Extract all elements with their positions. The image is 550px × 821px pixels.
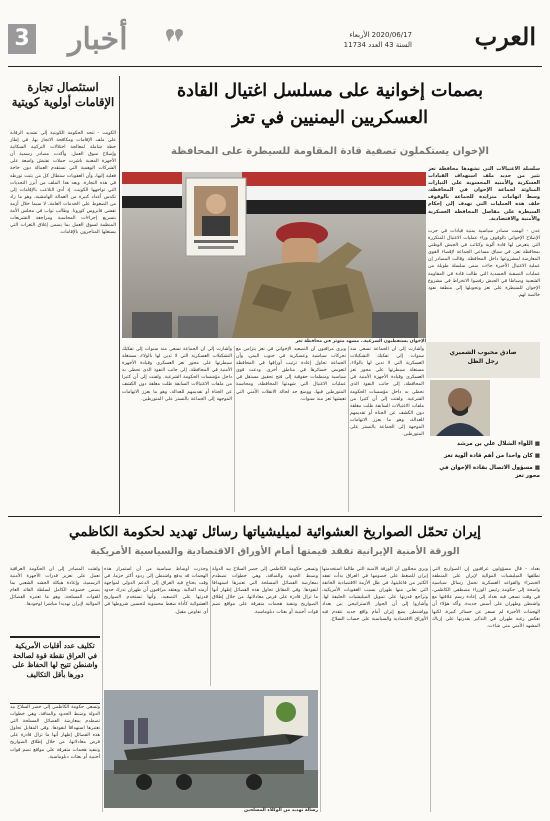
story2-headline: إيران تحمّل الصواريخ العشوائية لميليشياتها رسائل تهديد لحكومة الكاظمي [69, 524, 481, 540]
story1-photo-caption: الإخوان يستقطبون الشرعية.. مشهد متوتر في محافظة تعز [295, 339, 426, 344]
sidebar-divider [119, 76, 120, 514]
story1-column-mid: وأشارت إلى أن الجماعة تسعى منذ سنوات إلى تفكيك التشكيلات العسكرية التي لا تدين لها بالولاء، مستغلة سيطرتها على محور تعز العسكري وقيادة الأجهزة الأمنية في المحافظة، إلى جانب النفوذ الذي تحظى به داخل مؤسسات الحكومة الشرعية. ولفتت إلى أن كثيرا من ملفات الاغتيالات السابقة ظلت مغلقة دون الكشف عن الجناة أو تقديمهم للعدالة، وهو ما يعزز الاتهامات الموجهة إلى الجماعة بالتستر على المتورطين. [350, 347, 424, 438]
profile-photo [430, 380, 490, 436]
profile-bullets [428, 440, 540, 480]
story2-column-2: ويرى محللون أن الورقة الأمنية التي طالما استخدمتها إيران للضغط على خصومها في العراق بدأت تفقد الكثير من فاعليتها، في ظل الأزمة الاقتصادية الخانقة التي تعاني منها طهران بسبب العقوبات الأمريكية، وتراجع قدرتها على تمويل الميليشيات الحليفة لها. وأشاروا إلى أن الحوار الاستراتيجي بين بغداد وواشنطن يضع إيران أمام واقع جديد تتقدم فيه الأوراق الاقتصادية والسياسية على حساب السلاح. [322, 567, 428, 622]
sidebar-body: الكويت - تتجه الحكومة الكويتية إلى تشديد الرقابة على ملف الإقامات ومكافحة الاتجار بها، في إطار خطة شاملة لمعالجة اختلالات التركيبة السكانية وإصلاح سوق العمل. وأكدت مصادر رسمية أن الأجهزة المعنية باشرت حملات تفتيش واسعة على الشركات الوهمية التي تستقدم العمالة دون حاجة فعلية إليها، وأن العقوبات ستطال كل من يثبت تورطه في هذه التجارة. ويعد هذا الملف من أبرز التحديات التي تواجهها الكويت، إذ أدى التلاعب بالإقامات إلى تكدس أعداد كبيرة من العمالة الهامشية، وهو ما زاد من الضغوط على الخدمات العامة، لا سيما خلال أزمة تفشي فايروس كورونا. وطالب نواب في مجلس الأمة بتسريع إجراءات المحاسبة ومراجعة التشريعات المنظمة لسوق العمل بما يضمن إغلاق الثغرات التي يستغلها المتاجرون بالإقامات. [10, 131, 116, 236]
column-divider [430, 566, 431, 812]
newspaper-logo[interactable]: العرب [474, 22, 536, 51]
profile-name: صادق محبوب الشميري [449, 349, 517, 356]
story2-photo [104, 690, 318, 808]
story2-column-3: وتسعى حكومة الكاظمي إلى حصر السلاح بيد الدولة وضبط الحدود والمنافذ، وهي خطوات تصطدم بمعارضة الفصائل المسلحة التي تعتبرها استهدافا لنفوذها. وفي المقابل تحاول هذه الفصائل إظهار أنها ما تزال قادرة على فرض معادلاتها، من خلال إطلاق الصواريخ وتنفيذ هجمات متفرقة على مواقع تضم قوات أجنبية أو بعثات دبلوماسية. [212, 567, 318, 615]
profile-bullet: ■ كان واحدا من أهم قادة ألوية تعز [428, 452, 540, 460]
story1-headline-line2: العسكريين اليمنيين في تعز [232, 108, 428, 128]
pull-quote-text: تكليف عدد أقليات الأمريكية في العراق نقطة قوة لصالحة واشنطن تتيح لها الحفاظ على دورها بأقل التكاليف [12, 641, 98, 679]
story1-column-extra: وأشارت إلى أن الجماعة تسعى منذ سنوات إلى تفكيك التشكيلات العسكرية التي لا تدين لها بالولاء، مستغلة سيطرتها على محور تعز العسكري وقيادة الأجهزة الأمنية في المحافظة، إلى جانب النفوذ الذي تحظى به داخل مؤسسات الحكومة الشرعية. ولفتت إلى أن كثيرا من ملفات الاغتيالات السابقة ظلت مغلقة دون الكشف عن الجناة أو تقديمهم للعدالة، وهو ما يعزز الاتهامات الموجهة إلى الجماعة بالتستر على المتورطين. [122, 347, 232, 402]
issue-info [344, 30, 412, 50]
masthead-rule [8, 66, 542, 67]
story1-column-right: عدن - اتهمت مصادر سياسية يمنية قيادات في حزب الإصلاح الإخواني بالوقوف وراء عمليات الاغتيال المتكررة التي يتعرض لها قادة ألوية وكتائب في الجيش الوطني بمحافظة تعز، في سياق مساعي الجماعة لإقصاء القوى المعارضة لمشروعها داخل المحافظة. وقالت المصادر إن عملية الاغتيال الأخيرة جاءت ضمن سلسلة طويلة من عمليات التصفية الجسدية التي طالت قادة في المقاومة الشعبية وضباطا في الجيش رفضوا الانخراط في مشروع الإخوان للسيطرة على تعز وتحويلها إلى منطقة نفوذ خالصة لهم. [428, 229, 540, 298]
profile-role: رجل الظل [467, 358, 499, 365]
page-number: 3 [8, 24, 36, 54]
quote-mark-icon [166, 28, 184, 42]
man-portrait-image [430, 380, 490, 436]
masthead [8, 8, 542, 66]
story1-column-left: ويرى مراقبون أن التصعيد الإخواني في تعز يتزامن مع تحركات سياسية وعسكرية في جنوب اليمن، وأن الجماعة تحاول إعادة ترتيب أوراقها في المحافظة لتعويض خسائرها في مناطق أخرى. ودعت قوى سياسية ومنظمات حقوقية إلى فتح تحقيق مستقل في عمليات الاغتيال التي شهدتها المحافظة، ومحاسبة المتورطين فيها، ووضع حد لحالة الانفلات الأمني التي تعيشها تعز منذ سنوات. [236, 347, 346, 402]
pull-quote [10, 636, 100, 704]
column-divider [320, 566, 321, 812]
sidebar-headline: استئصال تجارة الإقامات أولوية كويتية [11, 80, 115, 109]
profile-bullet: ■ مسؤول الاتصال بقادة الإخوان في محور تعز [428, 464, 540, 480]
story1-headline-line1: بصمات إخوانية على مسلسل اغتيال القادة [177, 81, 483, 101]
soldier-saluting-image [122, 172, 426, 338]
missile-image [104, 690, 318, 808]
story2-subtitle: الورقة الأمنية الإيرانية تفقد قيمتها أمام الأوراق الاقتصادية والسياسية الأمريكية [90, 546, 460, 557]
column-divider [348, 346, 349, 512]
column-divider [102, 566, 103, 812]
column-divider [210, 566, 211, 686]
story1-lead: سلسلة الاغتيالات التي تشهدها محافظة تعز تثير من جديد ملف استهداف القيادات العسكرية والأمنية المحسوبة على التيارات المناوئة لجماعة الإخوان في المحافظة، وسط اتهامات متزايدة للجماعة بالوقوف خلف هذه العمليات التي تهدف إلى إحكام السيطرة على مفاصل المحافظة العسكرية والأمنية والاقتصادية. [428, 166, 540, 222]
issue-date: 2020/06/17 الأربعاء [349, 31, 412, 39]
story2-column-5b: وتسعى حكومة الكاظمي إلى حصر السلاح بيد الدولة وضبط الحدود والمنافذ، وهي خطوات تصطدم بمعارضة الفصائل المسلحة التي تعتبرها استهدافا لنفوذها. وفي المقابل تحاول هذه الفصائل إظهار أنها ما تزال قادرة على فرض معادلاتها، من خلال إطلاق الصواريخ وتنفيذ هجمات متفرقة على مواقع تضم قوات أجنبية أو بعثات دبلوماسية. [10, 705, 100, 760]
story-separator [8, 516, 542, 517]
issue-number: السنة 43 العدد 11734 [343, 41, 412, 49]
profile-label [426, 342, 540, 378]
story1-headline [122, 78, 538, 132]
profile-bullet: ■ اللواء الشلال علي بن مرشد [428, 440, 540, 448]
story2-column-4: وحذرت أوساط سياسية من أن استمرار هذه الهجمات قد يدفع واشنطن إلى ردود أكثر حزما، في وقت يحتاج فيه العراق إلى الدعم الدولي لمواجهة أزمته المالية. ويعتقد مراقبون أن طهران تدرك حدود قدرتها على التصعيد، وأنها تستخدم الصواريخ العشوائية كأداة ضغط محسوبة لتحسين شروطها في أي تفاوض مقبل. [104, 567, 208, 615]
story2-column-1: بغداد - قال مسؤولون عراقيون إن الصواريخ التي تطلقها الميليشيات الموالية لإيران على المنطقة الخضراء والقواعد العسكرية تحمل رسائل سياسية واضحة إلى حكومة رئيس الوزراء مصطفى الكاظمي، في وقت تسعى فيه بغداد إلى إعادة رسم علاقتها مع واشنطن وطهران على أسس جديدة. وأكد هؤلاء أن الهجمات الأخيرة لم تسفر عن خسائر كبيرة، لكنها تعكس رغبة طهران في التذكير بقدرتها على إرباك المشهد الأمني متى شاءت. [432, 567, 540, 629]
column-divider [234, 346, 235, 512]
story2-photo-caption: رسالة تهديد من الوكلاء المسلحين [244, 808, 318, 813]
section-title: أخبار [68, 22, 128, 57]
story2-column-5: ولفتت المصادر إلى أن الحكومة العراقية تعمل على تعزيز قدرات الأجهزة الأمنية الرسمية، وإعادة هيكلة الحشد الشعبي بما يضمن خضوعه الكامل لسلطة القائد العام للقوات المسلحة، وهو ما تعتبره الفصائل الموالية لإيران تهديدا مباشرا لوجودها. [10, 567, 100, 608]
story1-photo [122, 172, 426, 338]
story1-subtitle: الإخوان يستكملون تصفية قادة المقاومة للسيطرة على المحافظة [171, 146, 489, 157]
